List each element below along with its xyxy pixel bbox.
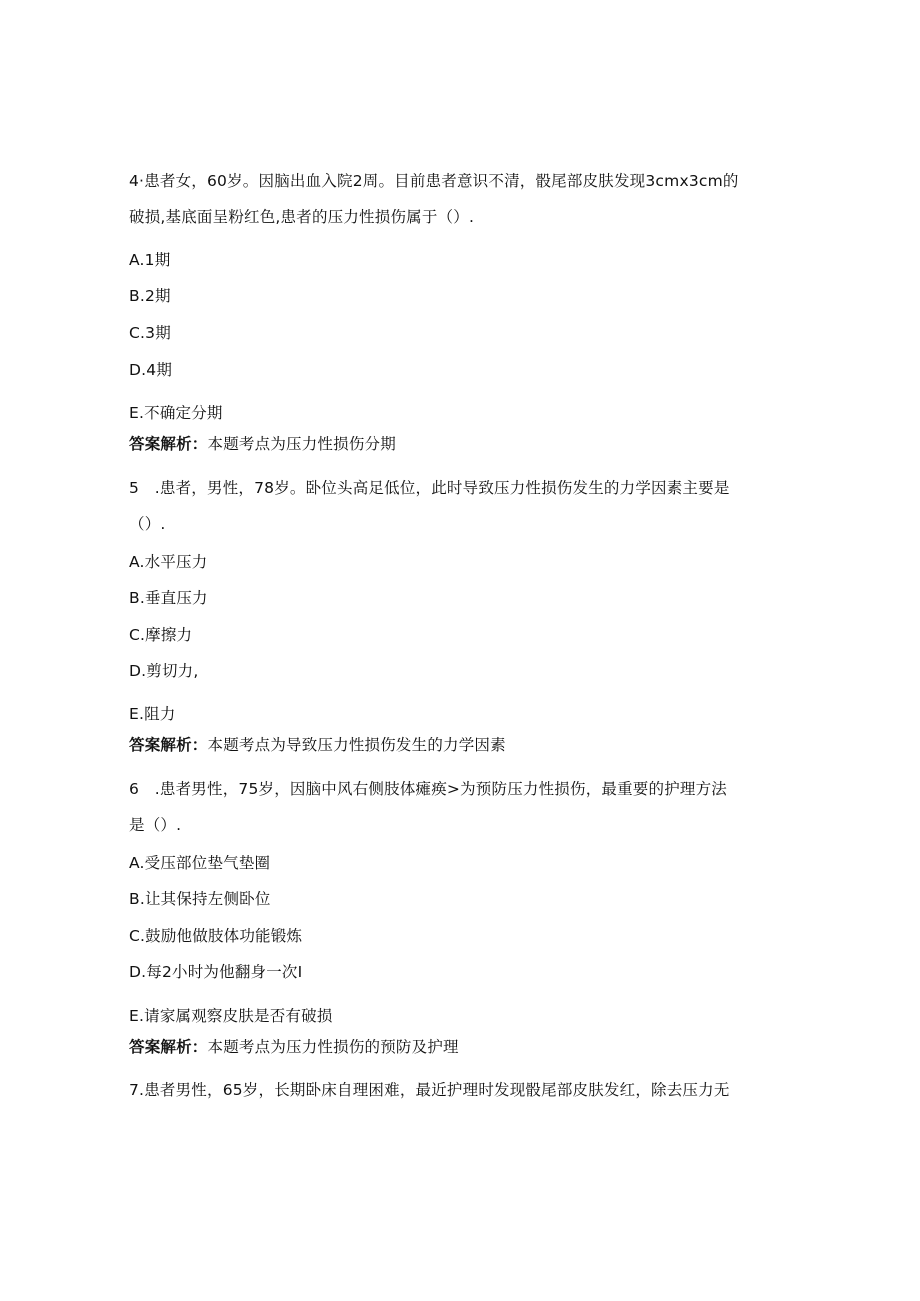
question-4-option-e: E.不确定分期	[129, 404, 223, 422]
question-5-stem-line-1: 5 .患者，男性，78岁。卧位头高足低位，此时导致压力性损伤发生的力学因素主要是	[129, 479, 730, 497]
question-6-option-c: C.鼓励他做肢体功能锻炼	[129, 927, 303, 945]
question-4-option-a: A.1期	[129, 251, 171, 269]
question-6-stem-line-1: 6 .患者男性，75岁，因脑中风右侧肢体瘫痪>为预防压力性损伤，最重要的护理方法	[129, 780, 728, 798]
answer-text: 本题考点为导致压力性损伤发生的力学因素	[207, 736, 506, 754]
question-6-option-a: A.受压部位垫气垫圈	[129, 854, 271, 872]
question-5-option-c: C.摩擦力	[129, 626, 193, 644]
question-4-option-b: B.2期	[129, 287, 171, 305]
question-4-answer	[129, 434, 396, 454]
question-5-option-e: E.阻力	[129, 705, 176, 723]
answer-label: 答案解析：	[129, 435, 208, 453]
question-6-answer	[129, 1037, 459, 1057]
question-6-option-b: B.让其保持左侧卧位	[129, 890, 271, 908]
question-4-stem-line-1: 4·患者女，60岁。因脑出血入院2周。目前患者意识不清，骰尾部皮肤发现3cmx3cm的	[129, 172, 739, 190]
question-6-option-d: D.每2小时为他翻身一次I	[129, 963, 303, 981]
question-5-option-b: B.垂直压力	[129, 589, 208, 607]
question-4-stem-line-2: 破损,基底面呈粉红色,患者的压力性损伤属于（）.	[129, 208, 475, 226]
question-5-answer	[129, 735, 506, 755]
question-5-stem-line-2: （）.	[129, 515, 166, 533]
question-7-stem-line-1: 7.患者男性，65岁，长期卧床自理困难，最近护理时发现骰尾部皮肤发红，除去压力无	[129, 1081, 730, 1099]
answer-label: 答案解析：	[129, 736, 208, 754]
answer-text: 本题考点为压力性损伤分期	[207, 435, 396, 453]
question-5-option-d: D.剪切力,	[129, 662, 199, 680]
question-4-option-c: C.3期	[129, 324, 171, 342]
answer-label: 答案解析：	[129, 1038, 208, 1056]
question-5-option-a: A.水平压力	[129, 553, 208, 571]
question-4-option-d: D.4期	[129, 361, 173, 379]
answer-text: 本题考点为压力性损伤的预防及护理	[207, 1038, 459, 1056]
question-6-option-e: E.请家属观察皮肤是否有破损	[129, 1007, 333, 1025]
question-6-stem-line-2: 是（）.	[129, 816, 182, 834]
